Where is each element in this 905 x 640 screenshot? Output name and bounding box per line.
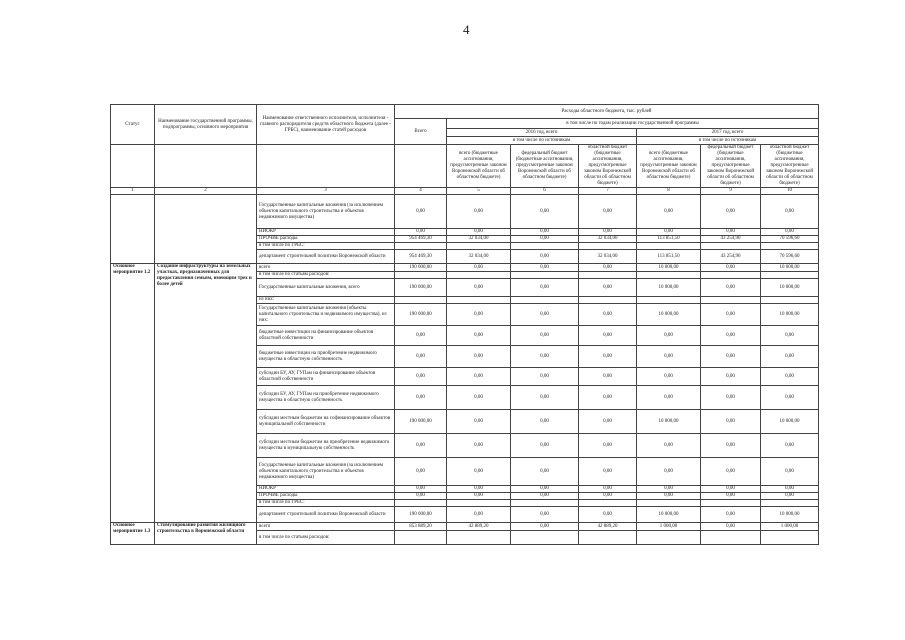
col-number: 4 (395, 188, 447, 195)
expense-value: 0,00 (511, 326, 579, 346)
expense-value: 113 851,50 (637, 250, 701, 264)
expense-value (579, 531, 637, 545)
expense-value: 10 000,00 (761, 279, 819, 297)
expense-value: 0,00 (701, 326, 761, 346)
expense-item-label: субсидии БУ, АУ, ГУПам на приобретение недвижимого имущества в областную собственность (257, 386, 395, 410)
expense-value: 70 596,60 (761, 236, 819, 243)
expense-value (511, 531, 579, 545)
expense-value: 0,00 (511, 229, 579, 236)
expense-value: 0,00 (511, 434, 579, 458)
expense-value: 0,00 (637, 486, 701, 493)
expense-item-label: в том числе по статьям расходов: (257, 272, 395, 279)
expense-item-label: Государственные капитальные вложения, всего (257, 279, 395, 297)
expense-value (701, 297, 761, 304)
event-status: Основное мероприятие 1.2 (111, 264, 155, 523)
expense-value: 0,00 (761, 386, 819, 410)
expense-value: 0,00 (579, 434, 637, 458)
expense-value (511, 272, 579, 279)
expense-value: 10 000,00 (637, 304, 701, 326)
expense-value (447, 500, 511, 507)
expense-value: 0,00 (511, 507, 579, 523)
expense-item-label: Государственные капитальные вложения (за исключением объектов капитального строительства и объектов недвижимого имущества) (257, 195, 395, 229)
expense-value: 0,00 (701, 507, 761, 523)
expense-value (579, 500, 637, 507)
expense-value (579, 272, 637, 279)
expense-value: 0,00 (579, 368, 637, 386)
header-status: Статус (111, 105, 155, 145)
expense-value (579, 243, 637, 250)
col-number: 6 (511, 188, 579, 195)
expense-value: 10 000,00 (761, 507, 819, 523)
expense-value (447, 297, 511, 304)
expense-item-label: в том числе по ГРБС: (257, 243, 395, 250)
expense-value: 0,00 (579, 507, 637, 523)
expense-value (761, 500, 819, 507)
expense-value: 0,00 (701, 486, 761, 493)
expense-value: 0,00 (511, 386, 579, 410)
expense-value (637, 531, 701, 545)
expense-value: 10 000,00 (637, 264, 701, 272)
expense-value: 0,00 (701, 434, 761, 458)
expense-item-label: ПРОЧИЕ расходы (257, 493, 395, 500)
expense-item-label: всего (257, 264, 395, 272)
expense-value: 0,00 (637, 458, 701, 486)
expense-value (701, 531, 761, 545)
expense-value: 42 889,20 (447, 523, 511, 531)
header-source-2: федеральный бюджет (бюджетные ассигнования, предусмотренные законом Воронежской области об областном бюджете) (511, 145, 579, 188)
expense-value: 0,00 (511, 346, 579, 368)
col-number: 3 (257, 188, 395, 195)
header-source-3: областной бюджет (бюджетные ассигнования, предусмотренные законом Воронежской области об областном бюджете) (579, 145, 637, 188)
event-status: Основное мероприятие 1.3 (111, 523, 155, 545)
expense-value: 0,00 (447, 493, 511, 500)
expense-value (701, 500, 761, 507)
expense-value: 0,00 (511, 458, 579, 486)
expense-value: 0,00 (511, 368, 579, 386)
expense-item-label: НИОКР (257, 229, 395, 236)
expense-value: 0,00 (579, 486, 637, 493)
expense-value: 0,00 (579, 229, 637, 236)
expense-value: 0,00 (637, 346, 701, 368)
expense-value: 0,00 (511, 264, 579, 272)
header-by-sources-2017: в том числе по источникам (637, 137, 819, 145)
expense-value: 0,00 (701, 346, 761, 368)
expense-value: 1 000,00 (761, 523, 819, 531)
expense-value: 0,00 (447, 264, 511, 272)
header-expenses-title: Расходы областного бюджета, тыс. рублей (395, 105, 819, 119)
table-row (111, 523, 819, 531)
expense-value: 0,00 (579, 195, 637, 229)
expense-value: 0,00 (395, 195, 447, 229)
expense-value: 0,00 (761, 434, 819, 458)
expense-value (701, 243, 761, 250)
expense-value: 0,00 (395, 434, 447, 458)
expense-value: 0,00 (511, 523, 579, 531)
col-number: 10 (761, 188, 819, 195)
expense-value (395, 272, 447, 279)
expense-value (395, 531, 447, 545)
expense-value: 190 000,00 (395, 507, 447, 523)
expense-value (447, 243, 511, 250)
expense-value: 32 034,00 (447, 236, 511, 243)
col-number: 7 (579, 188, 637, 195)
expense-item-label: департамент строительной политики Воронежской области (257, 507, 395, 523)
expense-value: 0,00 (701, 458, 761, 486)
expense-item-label: в том числе по ГРБС: (257, 500, 395, 507)
expense-value: 0,00 (395, 386, 447, 410)
header-program-name: Наименование государственной программы, подпрограммы, основного мероприятия (155, 105, 257, 145)
header-source-4: всего (бюджетные ассигнования, предусмотренные законом Воронежской области об областном бюджете) (637, 145, 701, 188)
expense-value: 0,00 (701, 279, 761, 297)
expense-value: 0,00 (447, 386, 511, 410)
expense-value: 0,00 (701, 304, 761, 326)
expense-value: 0,00 (579, 304, 637, 326)
expense-value: 0,00 (395, 368, 447, 386)
table-row (111, 195, 819, 229)
expense-value (447, 531, 511, 545)
expense-value (447, 272, 511, 279)
expense-value: 0,00 (395, 493, 447, 500)
expense-value: 10 000,00 (761, 264, 819, 272)
expense-value: 0,00 (395, 486, 447, 493)
expense-value: 190 000,00 (395, 304, 447, 326)
expense-value: 0,00 (579, 264, 637, 272)
expense-value: 0,00 (637, 229, 701, 236)
expense-value (395, 500, 447, 507)
budget-table (110, 104, 819, 545)
expense-value: 0,00 (637, 493, 701, 500)
expense-value: 0,00 (511, 486, 579, 493)
expense-item-label: ПРОЧИЕ расходы (257, 236, 395, 243)
expense-value: 10 000,00 (761, 410, 819, 434)
event-name: Создание инфраструктуры на земельных участках, предназначенных для предоставления семьям, имеющим трех и более детей (155, 264, 257, 523)
page-number: 4 (463, 22, 470, 37)
expense-value: 0,00 (761, 486, 819, 493)
col-number: 8 (637, 188, 701, 195)
expense-value: 0,00 (511, 236, 579, 243)
expense-value (761, 531, 819, 545)
expense-item-label: всего (257, 523, 395, 531)
header-by-sources-2016: в том числе по источникам (447, 137, 637, 145)
expense-value (761, 272, 819, 279)
expense-value: 0,00 (447, 434, 511, 458)
expense-value: 0,00 (447, 458, 511, 486)
header-source-5: федеральный бюджет (бюджетные ассигнования, предусмотренные законом Воронежской области об областном бюджете) (701, 145, 761, 188)
expense-value (701, 272, 761, 279)
expense-value: 0,00 (701, 523, 761, 531)
expense-value (395, 297, 447, 304)
expense-value: 0,00 (761, 195, 819, 229)
expense-value: 0,00 (579, 458, 637, 486)
expense-value: 10 000,00 (637, 410, 701, 434)
expense-value (579, 297, 637, 304)
expense-value: 0,00 (701, 410, 761, 434)
expense-value: 10 000,00 (637, 279, 701, 297)
expense-value: 0,00 (447, 410, 511, 434)
expense-value: 1 000,00 (637, 523, 701, 531)
expense-value: 0,00 (761, 368, 819, 386)
expense-value (637, 297, 701, 304)
expense-value: 43 254,90 (701, 250, 761, 264)
expense-value: 0,00 (511, 250, 579, 264)
expense-value: 70 596,60 (761, 250, 819, 264)
expense-value: 113 851,50 (637, 236, 701, 243)
expense-value: 954 469,30 (395, 250, 447, 264)
expense-value: 0,00 (637, 195, 701, 229)
expense-value (511, 500, 579, 507)
col-number: 2 (155, 188, 257, 195)
header-by-years: в том числе по годам реализации государственной программы (447, 119, 819, 129)
expense-value (395, 243, 447, 250)
expense-item-label: бюджетные инвестиции на приобретение недвижимого имущества в областную собственность (257, 346, 395, 368)
expense-value: 0,00 (761, 229, 819, 236)
expense-value: 0,00 (579, 410, 637, 434)
event-name: Стимулирование развития жилищного строительства в Воронежской области (155, 523, 257, 545)
expense-value: 0,00 (447, 279, 511, 297)
expense-value: 32 034,00 (579, 236, 637, 243)
expense-value (761, 243, 819, 250)
expense-value: 42 889,20 (579, 523, 637, 531)
expense-value: 190 000,00 (395, 279, 447, 297)
expense-value: 0,00 (761, 493, 819, 500)
header-year-2017: 2017 год, всего (637, 129, 819, 137)
expense-value: 0,00 (579, 493, 637, 500)
table-row (111, 264, 819, 272)
expense-value: 0,00 (447, 304, 511, 326)
expense-value (761, 297, 819, 304)
column-numbers-row (111, 188, 819, 195)
expense-value: 0,00 (511, 304, 579, 326)
header-year-2016: 2016 год, всего (447, 129, 637, 137)
expense-value: 0,00 (511, 279, 579, 297)
col-number: 9 (701, 188, 761, 195)
expense-value: 0,00 (579, 386, 637, 410)
expense-value: 0,00 (701, 368, 761, 386)
expense-value: 0,00 (395, 346, 447, 368)
expense-value: 32 034,00 (447, 250, 511, 264)
expense-item-label: из них: (257, 297, 395, 304)
expense-value: 0,00 (447, 195, 511, 229)
col-number: 1 (111, 188, 155, 195)
expense-value: 0,00 (761, 326, 819, 346)
expense-value: 0,00 (579, 326, 637, 346)
header-executor-name: Наименование ответственного исполнителя, исполнителя - главного распорядителя средств областного бюджета (далее - ГРБС), наименование статей расходов (257, 105, 395, 145)
expense-value (637, 500, 701, 507)
expense-value: 0,00 (701, 229, 761, 236)
expense-value (637, 272, 701, 279)
expense-value: 0,00 (447, 507, 511, 523)
expense-item-label: департамент строительной политики Воронежской области (257, 250, 395, 264)
expense-value: 0,00 (447, 346, 511, 368)
expense-value: 10 000,00 (637, 507, 701, 523)
expense-value: 0,00 (761, 458, 819, 486)
expense-value: 190 000,00 (395, 410, 447, 434)
expense-value (637, 243, 701, 250)
expense-value: 0,00 (637, 368, 701, 386)
expense-value (511, 243, 579, 250)
expense-item-label: Государственные капитальные вложения (за исключением объектов капитального строительства и объектов недвижимого имущества) (257, 458, 395, 486)
expense-item-label: субсидии местным бюджетам на софинансирование объектов муниципальной собственности (257, 410, 395, 434)
expense-item-label: бюджетные инвестиции на финансирование объектов областной собственности (257, 326, 395, 346)
expense-value: 32 034,00 (579, 250, 637, 264)
expense-item-label: НИОКР (257, 486, 395, 493)
expense-item-label: субсидии БУ, АУ, ГУПам на финансирование объектов областной собственности (257, 368, 395, 386)
expense-value: 0,00 (701, 386, 761, 410)
expense-value: 0,00 (447, 486, 511, 493)
expense-item-label: Государственные капитальные вложения (объекты капитального строительства и недвижимого имущества), из них: (257, 304, 395, 326)
expense-value: 0,00 (637, 386, 701, 410)
expense-value: 0,00 (761, 346, 819, 368)
expense-item-label: в том числе по статьям расходов: (257, 531, 395, 545)
expense-item-label: субсидии местным бюджетам на приобретение недвижимого имущества в муниципальную собственность (257, 434, 395, 458)
expense-value: 43 254,90 (701, 236, 761, 243)
expense-value: 10 000,00 (761, 304, 819, 326)
header-total: Всего (395, 119, 447, 145)
expense-value: 853 889,20 (395, 523, 447, 531)
expense-value: 0,00 (395, 458, 447, 486)
expense-value: 0,00 (637, 434, 701, 458)
expense-value: 0,00 (447, 368, 511, 386)
expense-value: 0,00 (511, 410, 579, 434)
expense-value (511, 297, 579, 304)
expense-value: 0,00 (701, 493, 761, 500)
header-source-1: всего (бюджетные ассигнования, предусмотренные законом Воронежской области об областном бюджете) (447, 145, 511, 188)
expense-value: 190 000,00 (395, 264, 447, 272)
header-source-6: областной бюджет (бюджетные ассигнования, предусмотренные законом Воронежской области об областном бюджете) (761, 145, 819, 188)
expense-value: 0,00 (701, 195, 761, 229)
expense-value: 0,00 (637, 326, 701, 346)
expense-value: 0,00 (447, 326, 511, 346)
expense-value: 954 469,30 (395, 236, 447, 243)
col-number: 5 (447, 188, 511, 195)
expense-value: 0,00 (395, 326, 447, 346)
expense-value: 0,00 (701, 264, 761, 272)
expense-value: 0,00 (511, 493, 579, 500)
expense-value: 0,00 (447, 229, 511, 236)
expense-value: 0,00 (579, 346, 637, 368)
expense-value: 0,00 (511, 195, 579, 229)
expense-value: 0,00 (395, 229, 447, 236)
expense-value: 0,00 (579, 279, 637, 297)
